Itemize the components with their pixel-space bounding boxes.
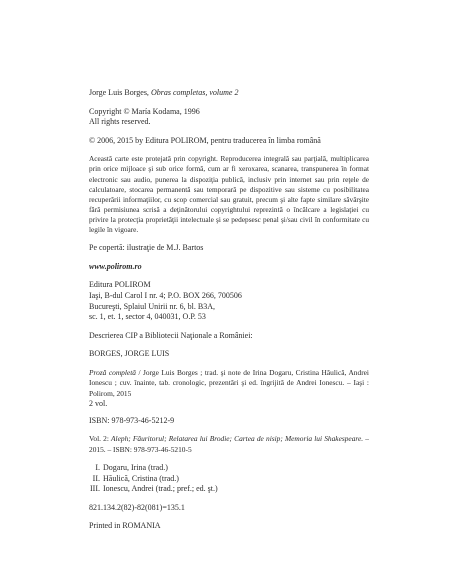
text-column — [89, 88, 369, 532]
printed-in: Printed in ROMANIA — [89, 521, 161, 531]
publisher-address-bucuresti: Bucureşti, Splaiul Unirii nr. 6, bl. B3A, — [89, 301, 215, 311]
contributor-1: I. Dogaru, Irina (trad.) — [95, 463, 168, 473]
vol2-titles: Aleph; Făuritorul; Relatarea lui Brodie; Cartea de nisip; Memoria lui Shakespeare. — [111, 434, 364, 444]
publisher-name: Editura POLIROM — [89, 280, 151, 290]
vol2-label: Vol. 2: — [89, 434, 112, 444]
cover-credit: Pe copertă: ilustraţie de M.J. Bartos — [89, 243, 204, 253]
cip-title: Proză completă — [89, 367, 136, 377]
publisher-address-iasi: Iaşi, B-dul Carol I nr. 4; P.O. BOX 266, 700506 — [89, 290, 242, 300]
website-link[interactable]: www.polirom.ro — [89, 261, 142, 271]
classification-code: 821.134.2(82)-82(081)=135.1 — [89, 502, 185, 512]
cip-heading: Descrierea CIP a Bibliotecii Naţionale a României: — [89, 330, 253, 340]
vol2-isbn: – 2015. – ISBN: 978-973-46-5210-5 — [89, 434, 369, 454]
work-title: Obras completas, volume 2 — [150, 88, 239, 97]
author-name: Jorge Luis Borges, — [89, 88, 151, 97]
copyright-line: Copyright © María Kodama, 1996 — [89, 106, 200, 116]
rights-reserved: All rights reserved. — [89, 117, 151, 127]
rights-notice: Această carte este protejată prin copyright. Reproducerea integrală sau parţială, multiplicarea prin orice mijloace şi sub orice formă, cum ar fi xeroxarea, scanarea, transpunerea în format electronic sau audio, punerea la dispoziţia publică, inclusiv prin internet sau prin reţele de calculatoare, stocarea permanentă sau temporară pe dispozitive sau sisteme cu posibilitatea recuperării informaţiilor, cu scop comercial sau gratuit, precum şi alte fapte similare săvârşite fără permisiunea scrisă a deţinătorului copyrightului reprezintă o încălcare a legislaţiei cu privire la protecţia proprietăţii intelectuale şi se pedepsesc penal şi/sau civil în conformitate cu legile în vigoare. — [89, 154, 369, 235]
cip-volumes: 2 vol. — [89, 399, 108, 409]
vol2-record — [89, 434, 369, 455]
polirom-copyright: © 2006, 2015 by Editura POLIROM, pentru traducerea în limba română — [89, 135, 321, 145]
publisher-address-sector: sc. 1, et. 1, sector 4, 040031, O.P. 53 — [89, 312, 206, 322]
cip-record — [89, 368, 369, 399]
contributor-3: III. Ionescu, Andrei (trad.; pref.; ed. şt.) — [90, 484, 218, 494]
cip-author: BORGES, JORGE LUIS — [89, 349, 170, 359]
title-line — [89, 88, 369, 99]
cip-details: / Jorge Luis Borges ; trad. şi note de Irina Dogaru, Cristina Hăulică, Andrei Ionescu ; cuv. înainte, tab. cronologic, prezentări şi ed. îngrijită de Andrei Ionescu. – Iaşi : Polirom, 2015 — [89, 367, 369, 398]
cip-isbn: ISBN: 978-973-46-5212-9 — [89, 415, 175, 425]
contributor-2: II. Hăulică, Cristina (trad.) — [92, 473, 179, 483]
